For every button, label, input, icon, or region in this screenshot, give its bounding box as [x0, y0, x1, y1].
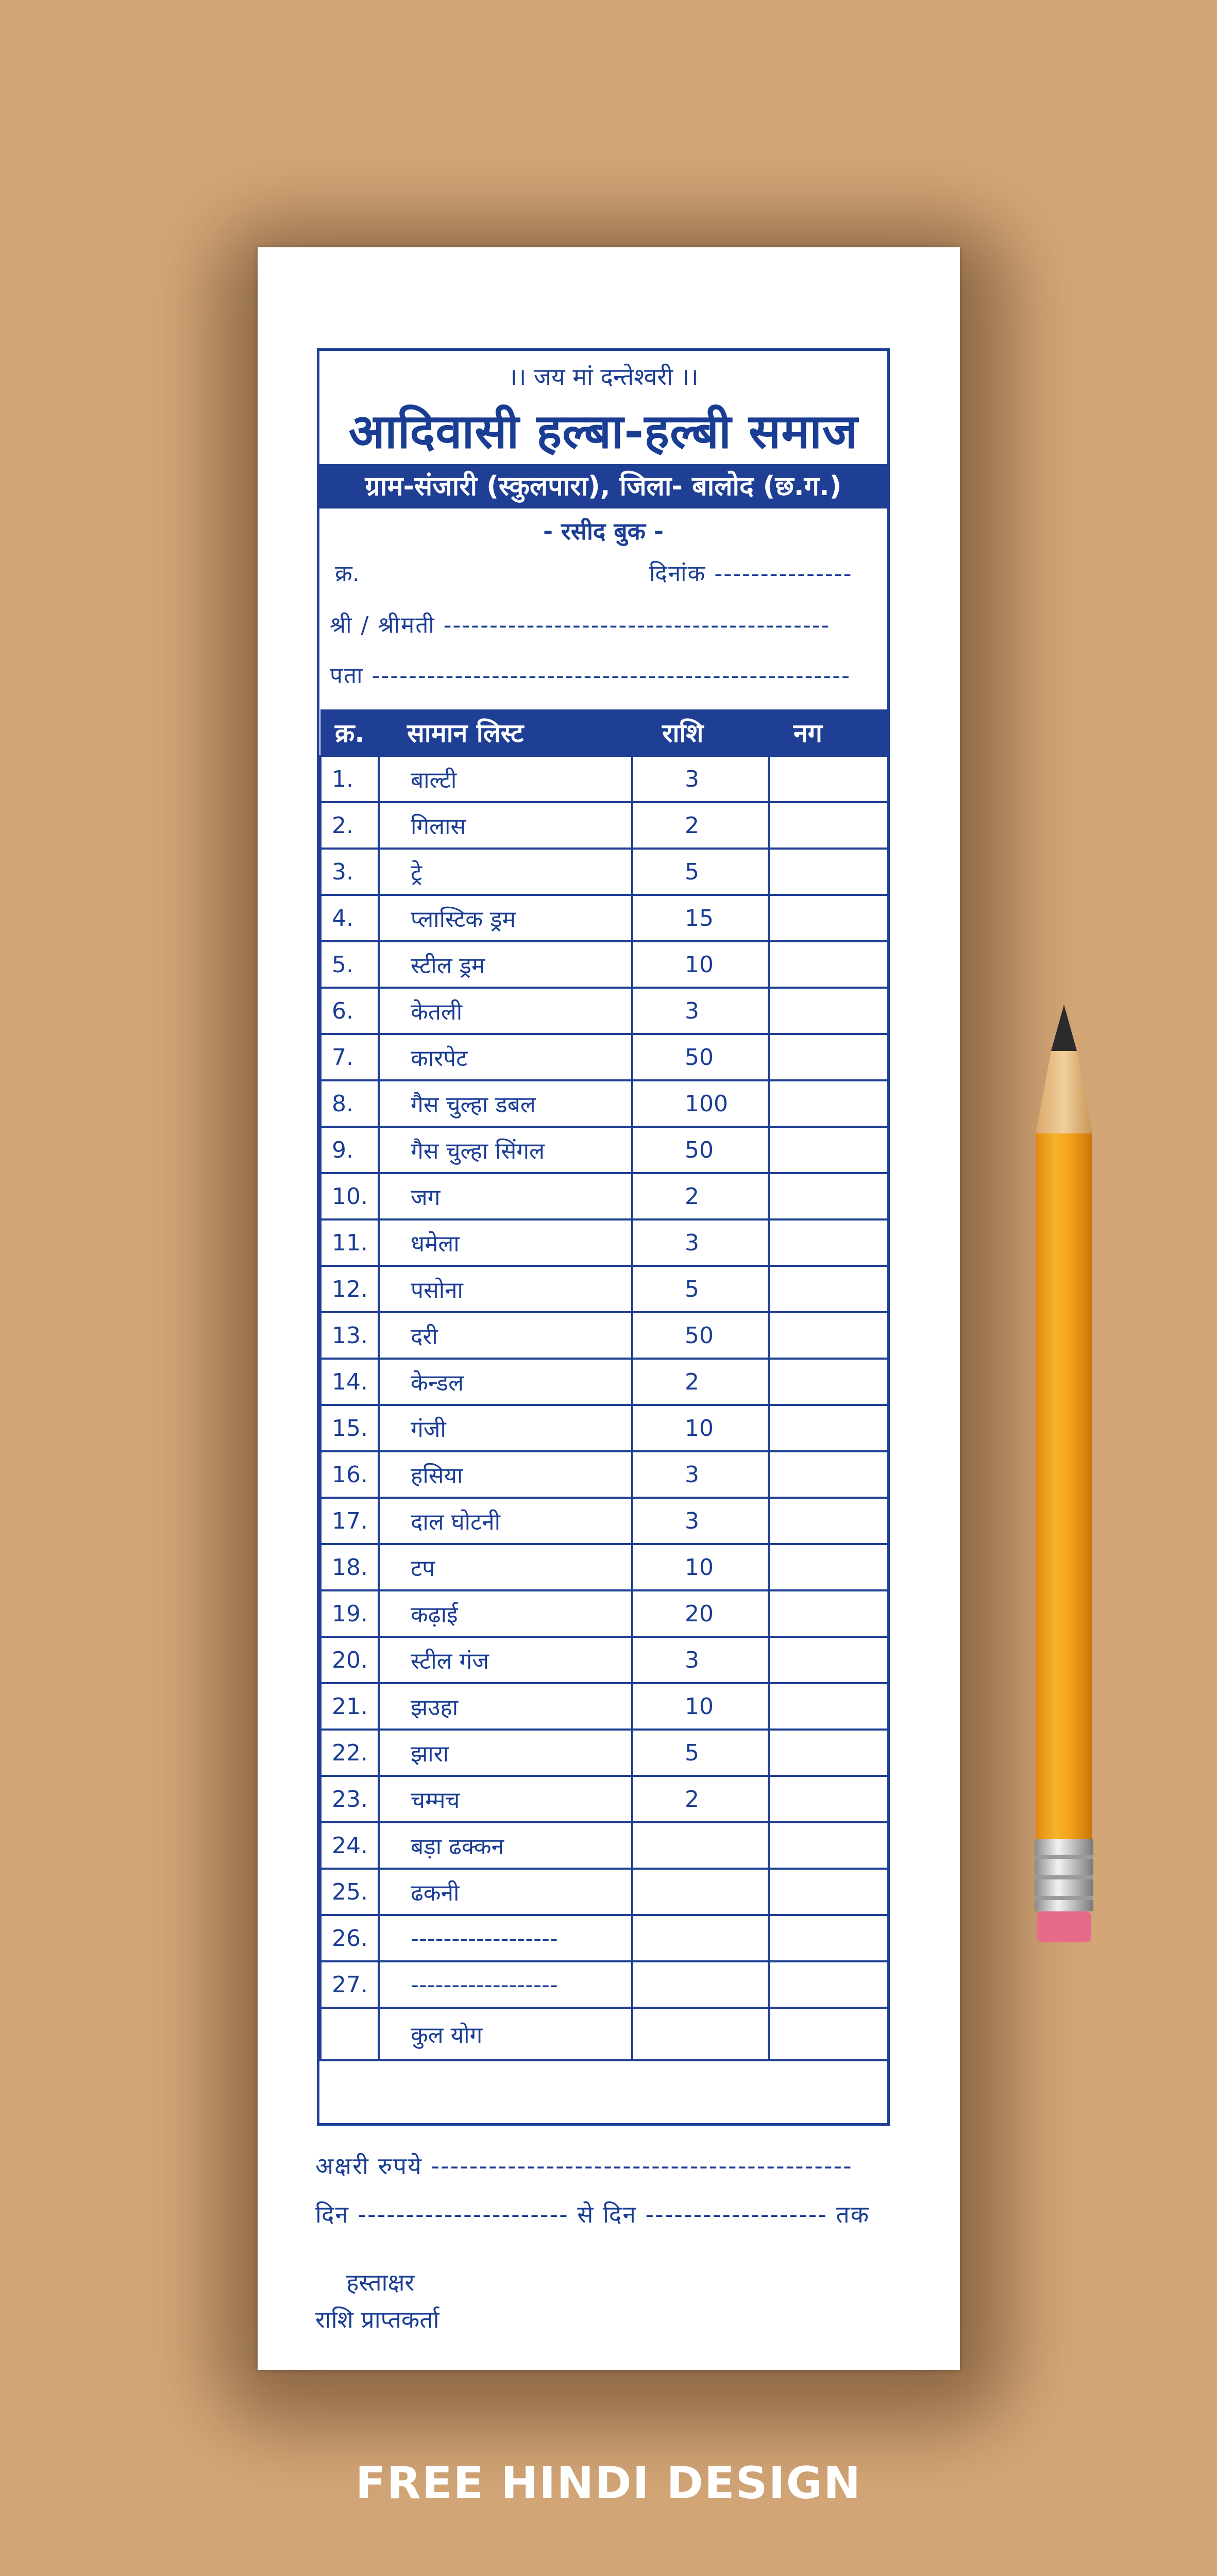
item-name: चम्मच	[379, 1776, 632, 1822]
item-quantity-cell[interactable]	[769, 1776, 888, 1822]
column-header-items: सामान लिस्ट	[379, 709, 632, 756]
item-name: ढकनी	[379, 1869, 632, 1915]
item-amount: 10	[632, 941, 769, 988]
table-row	[320, 1637, 888, 1683]
item-amount: 3	[632, 1451, 769, 1498]
total-label: कुल योग	[379, 2008, 632, 2060]
column-header-quantity: नग	[769, 709, 888, 756]
item-serial: 6.	[320, 988, 379, 1034]
item-quantity-cell[interactable]	[769, 1637, 888, 1683]
item-quantity-cell[interactable]	[769, 1822, 888, 1869]
item-amount: 50	[632, 1312, 769, 1359]
item-amount	[632, 1961, 769, 2008]
total-quantity-cell[interactable]	[769, 2008, 888, 2060]
item-amount: 2	[632, 1776, 769, 1822]
table-row	[320, 1405, 888, 1451]
item-quantity-cell[interactable]	[769, 1590, 888, 1637]
days-field: दिन ---------------------- से दिन ------------------- तक	[315, 2200, 870, 2228]
pencil-image	[1030, 1005, 1097, 1978]
item-serial: 5.	[320, 941, 379, 988]
item-amount: 5	[632, 849, 769, 895]
table-row	[320, 895, 888, 941]
item-amount: 10	[632, 1683, 769, 1730]
item-serial: 8.	[320, 1080, 379, 1127]
item-quantity-cell[interactable]	[769, 756, 888, 802]
item-serial: 25.	[320, 1869, 379, 1915]
item-amount	[632, 1822, 769, 1869]
item-serial: 20.	[320, 1637, 379, 1683]
item-name: बाल्टी	[379, 756, 632, 802]
item-serial: 3.	[320, 849, 379, 895]
item-serial: 16.	[320, 1451, 379, 1498]
item-quantity-cell[interactable]	[769, 849, 888, 895]
item-quantity-cell[interactable]	[769, 1173, 888, 1219]
item-quantity-cell[interactable]	[769, 1266, 888, 1312]
amount-in-words-field: अक्षरी रुपये --------------------------------------------	[315, 2152, 853, 2180]
table-row	[320, 1915, 888, 1961]
item-serial: 12.	[320, 1266, 379, 1312]
item-amount: 5	[632, 1730, 769, 1776]
item-serial: 21.	[320, 1683, 379, 1730]
item-amount	[632, 1869, 769, 1915]
table-row	[320, 1869, 888, 1915]
table-row	[320, 1451, 888, 1498]
item-quantity-cell[interactable]	[769, 1080, 888, 1127]
book-title: - रसीद बुक -	[543, 517, 664, 545]
item-quantity-cell[interactable]	[769, 1915, 888, 1961]
item-name: केन्डल	[379, 1359, 632, 1405]
item-quantity-cell[interactable]	[769, 1961, 888, 2008]
items-body	[320, 756, 888, 2008]
serial-label: क्र.	[335, 561, 360, 587]
item-serial: 11.	[320, 1219, 379, 1266]
item-quantity-cell[interactable]	[769, 895, 888, 941]
item-name: कढ़ाई	[379, 1590, 632, 1637]
item-quantity-cell[interactable]	[769, 988, 888, 1034]
item-name: प्लास्टिक ड्रम	[379, 895, 632, 941]
receiver-label: राशि प्राप्तकर्ता	[315, 2306, 440, 2333]
item-name: ट्रे	[379, 849, 632, 895]
name-field: श्री / श्रीमती ------------------------------------------	[330, 612, 831, 638]
table-row	[320, 1312, 888, 1359]
total-amount-cell[interactable]	[632, 2008, 769, 2060]
item-amount: 5	[632, 1266, 769, 1312]
item-name: ------------------	[379, 1915, 632, 1961]
item-serial: 15.	[320, 1405, 379, 1451]
item-amount: 100	[632, 1080, 769, 1127]
item-quantity-cell[interactable]	[769, 1034, 888, 1080]
item-serial: 4.	[320, 895, 379, 941]
item-name: झारा	[379, 1730, 632, 1776]
item-amount: 2	[632, 1173, 769, 1219]
item-amount: 10	[632, 1405, 769, 1451]
table-row	[320, 802, 888, 849]
item-quantity-cell[interactable]	[769, 1451, 888, 1498]
item-quantity-cell[interactable]	[769, 1730, 888, 1776]
table-row	[320, 1961, 888, 2008]
item-amount: 15	[632, 895, 769, 941]
table-row	[320, 1266, 888, 1312]
item-name: गिलास	[379, 802, 632, 849]
item-quantity-cell[interactable]	[769, 1405, 888, 1451]
item-name: स्टील गंज	[379, 1637, 632, 1683]
item-amount: 2	[632, 1359, 769, 1405]
item-serial: 23.	[320, 1776, 379, 1822]
item-name: जग	[379, 1173, 632, 1219]
item-serial: 26.	[320, 1915, 379, 1961]
table-row	[320, 988, 888, 1034]
item-name: हसिया	[379, 1451, 632, 1498]
item-name: केतली	[379, 988, 632, 1034]
item-name: कारपेट	[379, 1034, 632, 1080]
item-serial: 17.	[320, 1498, 379, 1544]
item-serial: 13.	[320, 1312, 379, 1359]
table-row	[320, 941, 888, 988]
item-amount: 50	[632, 1034, 769, 1080]
table-row	[320, 756, 888, 802]
item-name: बड़ा ढक्कन	[379, 1822, 632, 1869]
item-amount: 3	[632, 988, 769, 1034]
address-field: पता ----------------------------------------------------	[330, 663, 851, 689]
item-quantity-cell[interactable]	[769, 1869, 888, 1915]
item-quantity-cell[interactable]	[769, 1544, 888, 1590]
table-row	[320, 1219, 888, 1266]
receipt-frame	[317, 348, 890, 2126]
item-name: गैस चुल्हा डबल	[379, 1080, 632, 1127]
item-quantity-cell[interactable]	[769, 1359, 888, 1405]
item-amount	[632, 1915, 769, 1961]
table-row	[320, 1498, 888, 1544]
item-amount: 3	[632, 1498, 769, 1544]
item-serial: 18.	[320, 1544, 379, 1590]
item-serial: 1.	[320, 756, 379, 802]
item-amount: 3	[632, 1637, 769, 1683]
item-quantity-cell[interactable]	[769, 1127, 888, 1173]
item-amount: 10	[632, 1544, 769, 1590]
item-amount: 2	[632, 802, 769, 849]
item-quantity-cell[interactable]	[769, 1219, 888, 1266]
item-name: टप	[379, 1544, 632, 1590]
item-serial: 10.	[320, 1173, 379, 1219]
table-header-row	[320, 709, 888, 756]
item-name: दाल घोटनी	[379, 1498, 632, 1544]
item-name: झउहा	[379, 1683, 632, 1730]
item-serial: 7.	[320, 1034, 379, 1080]
invocation-text: ।। जय मां दन्तेश्वरी ।।	[508, 363, 699, 391]
organization-title: आदिवासी हल्बा-हल्बी समाज	[348, 404, 858, 459]
column-header-serial: क्र.	[320, 709, 379, 756]
table-row	[320, 1034, 888, 1080]
table-row	[320, 1730, 888, 1776]
item-serial: 9.	[320, 1127, 379, 1173]
item-name: स्टील ड्रम	[379, 941, 632, 988]
item-quantity-cell[interactable]	[769, 802, 888, 849]
table-row	[320, 849, 888, 895]
item-serial: 2.	[320, 802, 379, 849]
table-row	[320, 1683, 888, 1730]
table-row	[320, 1544, 888, 1590]
item-name: गंजी	[379, 1405, 632, 1451]
item-serial: 24.	[320, 1822, 379, 1869]
table-row	[320, 1776, 888, 1822]
table-row	[320, 1822, 888, 1869]
table-row	[320, 1173, 888, 1219]
item-serial: 19.	[320, 1590, 379, 1637]
item-serial: 14.	[320, 1359, 379, 1405]
table-row	[320, 1359, 888, 1405]
items-table	[319, 709, 889, 2061]
receipt-paper	[258, 247, 960, 2370]
item-name: गैस चुल्हा सिंगल	[379, 1127, 632, 1173]
address-band: ग्राम-संजारी (स्कुलपारा), जिला- बालोद (छ.ग.)	[319, 464, 887, 509]
item-name: ------------------	[379, 1961, 632, 2008]
item-quantity-cell[interactable]	[769, 941, 888, 988]
table-row	[320, 1590, 888, 1637]
item-amount: 50	[632, 1127, 769, 1173]
item-name: धमेला	[379, 1219, 632, 1266]
item-quantity-cell[interactable]	[769, 1312, 888, 1359]
item-name: पसोना	[379, 1266, 632, 1312]
date-field: दिनांक ---------------	[649, 561, 853, 587]
item-name: दरी	[379, 1312, 632, 1359]
item-amount: 20	[632, 1590, 769, 1637]
footer-caption: FREE HINDI DESIGN	[355, 2458, 862, 2509]
item-amount: 3	[632, 1219, 769, 1266]
total-row	[320, 2008, 888, 2060]
item-amount: 3	[632, 756, 769, 802]
column-header-amount: राशि	[632, 709, 769, 756]
item-quantity-cell[interactable]	[769, 1498, 888, 1544]
table-row	[320, 1127, 888, 1173]
item-serial: 27.	[320, 1961, 379, 2008]
total-serial-cell	[320, 2008, 379, 2060]
signature-label: हस्ताक्षर	[346, 2268, 415, 2296]
table-row	[320, 1080, 888, 1127]
item-serial: 22.	[320, 1730, 379, 1776]
item-quantity-cell[interactable]	[769, 1683, 888, 1730]
